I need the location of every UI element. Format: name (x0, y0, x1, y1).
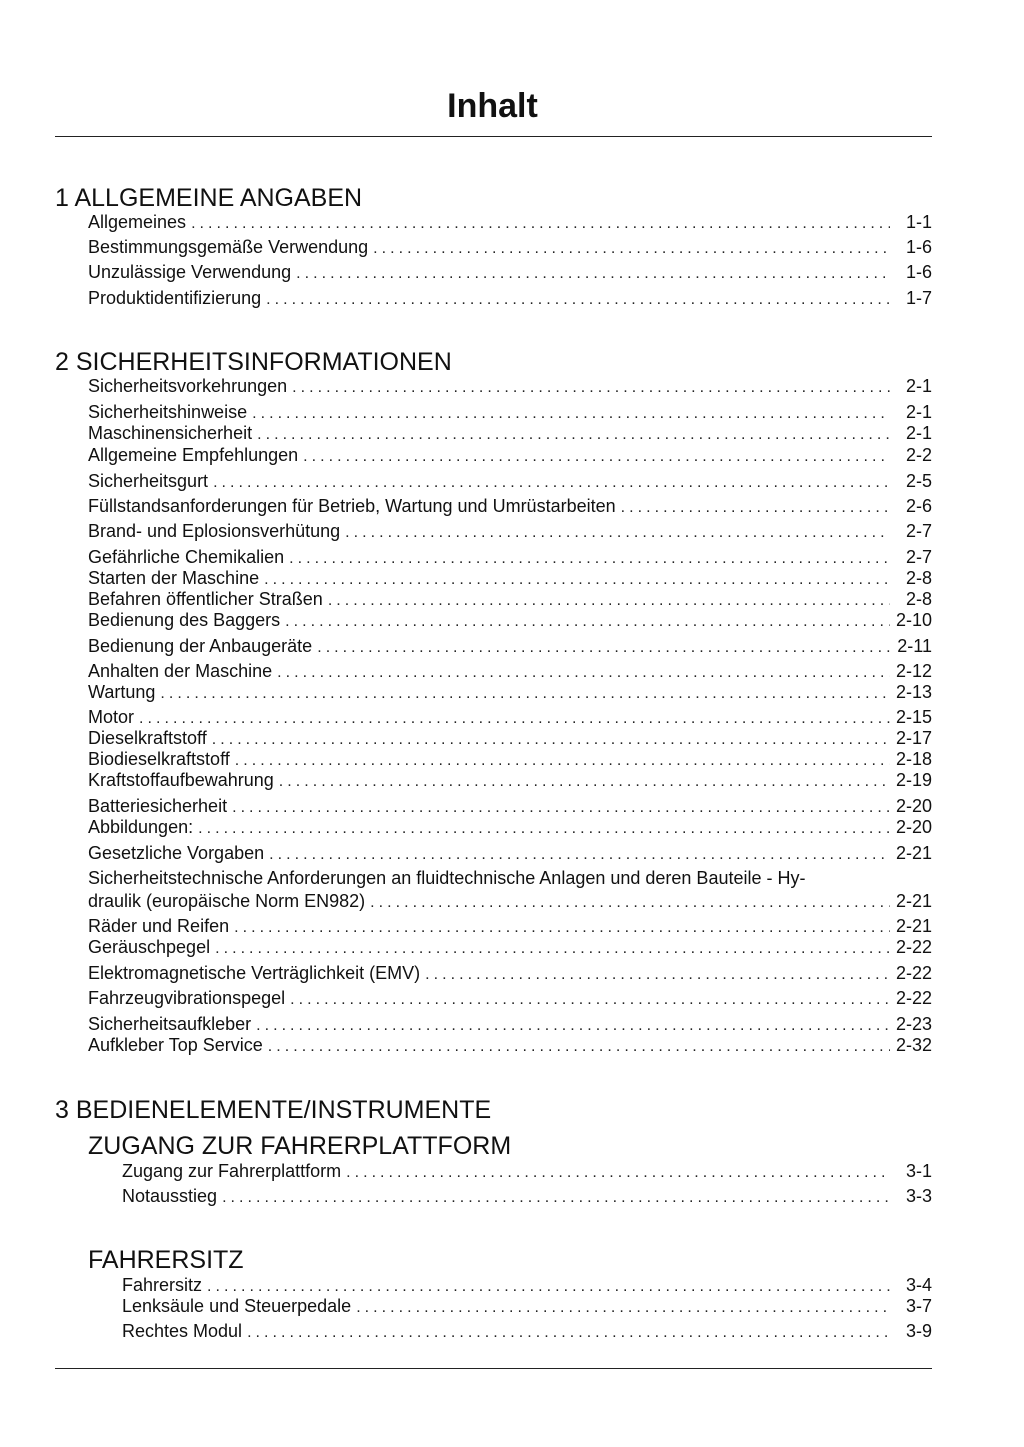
toc-entry-label: Sicherheitshinweise (88, 402, 248, 422)
toc-entry-label-line1[interactable]: Sicherheitstechnische Anforderungen an fluidtechnische Anlagen und deren Bauteile - Hy- (88, 868, 806, 888)
toc-entry-label: Fahrzeugvibrationspegel (88, 988, 286, 1008)
toc-entry-page: 2-2 (905, 445, 932, 465)
toc-entry-label: Biodieselkraftstoff (88, 749, 230, 769)
leader-dots (425, 964, 890, 986)
subsection-heading: ZUGANG ZUR FAHRERPLATTFORM (88, 1132, 512, 1160)
toc-entry[interactable] (88, 375, 932, 399)
toc-entry[interactable] (88, 609, 932, 633)
leader-dots (370, 892, 890, 914)
toc-entry-page: 2-19 (895, 770, 932, 790)
leader-dots (345, 522, 890, 544)
leader-dots (222, 1187, 890, 1209)
leader-dots (303, 446, 890, 468)
toc-entry[interactable] (88, 422, 932, 446)
subsection-heading: FAHRERSITZ (88, 1246, 244, 1274)
toc-entry-label: Starten der Maschine (88, 568, 260, 588)
toc-entry-label: Allgemeines (88, 212, 187, 232)
toc-entry-page: 1-1 (905, 212, 932, 232)
toc-entry-label: Motor (88, 707, 135, 727)
toc-entry-label: Füllstandsanforderungen für Betrieb, Wartung und Umrüstarbeiten (88, 496, 616, 516)
toc-entry[interactable] (122, 1320, 932, 1344)
toc-entry-page: 2-8 (905, 589, 932, 609)
toc-entry-page: 2-1 (905, 376, 932, 396)
page-title: Inhalt (447, 87, 538, 125)
toc-entry-label: Produktidentifizierung (88, 288, 262, 308)
toc-entry-label: Abbildungen: (88, 817, 194, 837)
leader-dots (215, 938, 890, 960)
toc-entry-label: Wartung (88, 682, 156, 702)
toc-entry-label: Geräuschpegel (88, 937, 211, 957)
toc-entry-page: 2-17 (895, 728, 932, 748)
leader-dots (266, 289, 890, 311)
toc-entry[interactable] (88, 1034, 932, 1058)
leader-dots (257, 424, 890, 446)
toc-entry-page: 3-1 (905, 1161, 932, 1181)
toc-entry-page: 1-6 (905, 237, 932, 257)
header-rule (55, 136, 932, 137)
toc-entry-label: Sicherheitsaufkleber (88, 1014, 252, 1034)
toc-entry[interactable] (88, 444, 932, 468)
toc-entry[interactable] (88, 495, 932, 519)
leader-dots (268, 1036, 890, 1058)
toc-entry-label: Dieselkraftstoff (88, 728, 207, 748)
leader-dots (198, 818, 890, 840)
toc-entry-page: 2-21 (895, 843, 932, 863)
toc-entry[interactable] (88, 769, 932, 793)
toc-entry-page: 2-12 (895, 661, 932, 681)
toc-entry-page: 2-21 (895, 891, 932, 911)
toc-entry-label: Sicherheitsvorkehrungen (88, 376, 288, 396)
leader-dots (317, 637, 890, 659)
toc-entry[interactable] (88, 816, 932, 840)
toc-entry-label: Befahren öffentlicher Straßen (88, 589, 323, 609)
toc-entry-page: 2-15 (895, 707, 932, 727)
toc-entry-page: 1-7 (905, 288, 932, 308)
leader-dots (356, 1297, 890, 1319)
toc-entry-page: 3-3 (905, 1186, 932, 1206)
toc-entry-label: Aufkleber Top Service (88, 1035, 263, 1055)
toc-entry-label: Räder und Reifen (88, 916, 230, 936)
toc-entry[interactable] (122, 1160, 932, 1184)
toc-entry-page: 3-7 (905, 1296, 932, 1316)
toc-entry-label: Anhalten der Maschine (88, 661, 273, 681)
section-heading: 3 BEDIENELEMENTE/INSTRUMENTE (55, 1096, 492, 1124)
toc-entry[interactable] (88, 287, 932, 311)
toc-entry-page: 3-4 (905, 1275, 932, 1295)
toc-entry[interactable] (88, 936, 932, 960)
toc-entry-label: Sicherheitsgurt (88, 471, 209, 491)
leader-dots (285, 611, 890, 633)
toc-entry[interactable] (122, 1295, 932, 1319)
toc-entry[interactable] (88, 890, 932, 914)
toc-entry-page: 2-13 (895, 682, 932, 702)
toc-entry-label: Brand- und Eplosionsverhütung (88, 521, 341, 541)
leader-dots (292, 377, 890, 399)
leader-dots (191, 213, 890, 235)
toc-entry[interactable] (88, 520, 932, 544)
section-heading: 1 ALLGEMEINE ANGABEN (55, 184, 363, 212)
toc-entry-label: Elektromagnetische Verträglichkeit (EMV) (88, 963, 421, 983)
toc-entry-label: Unzulässige Verwendung (88, 262, 292, 282)
toc-entry-page: 2-1 (905, 402, 932, 422)
section-heading: 2 SICHERHEITSINFORMATIONEN (55, 348, 452, 376)
toc-entry-page: 2-22 (895, 963, 932, 983)
toc-entry[interactable] (88, 236, 932, 260)
leader-dots (290, 989, 890, 1011)
toc-entry-label: Batteriesicherheit (88, 796, 228, 816)
toc-entry-label: Zugang zur Fahrerplattform (122, 1161, 342, 1181)
leader-dots (213, 472, 890, 494)
toc-entry-page: 2-5 (905, 471, 932, 491)
leader-dots (279, 771, 890, 793)
toc-entry[interactable] (88, 261, 932, 285)
footer-rule (55, 1368, 932, 1369)
toc-entry-page: 2-11 (897, 636, 932, 656)
toc-entry-page: 2-23 (895, 1014, 932, 1034)
toc-entry-label: Allgemeine Empfehlungen (88, 445, 299, 465)
toc-entry-label: Rechtes Modul (122, 1321, 243, 1341)
toc-entry-label: Fahrersitz (122, 1275, 203, 1295)
toc-entry-page: 2-22 (895, 937, 932, 957)
toc-entry-page: 2-22 (895, 988, 932, 1008)
toc-entry-page: 2-21 (895, 916, 932, 936)
toc-entry-label: Kraftstoffaufbewahrung (88, 770, 274, 790)
leader-dots (373, 238, 890, 260)
toc-entry-page: 3-9 (905, 1321, 932, 1341)
toc-entry-page: 2-8 (905, 568, 932, 588)
toc-entry[interactable] (88, 842, 932, 866)
leader-dots (247, 1322, 890, 1344)
toc-entry-page: 2-32 (895, 1035, 932, 1055)
toc-entry[interactable] (88, 211, 932, 235)
toc-entry-page: 2-20 (895, 796, 932, 816)
toc-entry-page: 2-18 (895, 749, 932, 769)
toc-entry-label: Lenksäule und Steuerpedale (122, 1296, 352, 1316)
toc-entry-label: draulik (europäische Norm EN982) (88, 891, 366, 911)
leader-dots (621, 497, 890, 519)
toc-entry-page: 2-20 (895, 817, 932, 837)
toc-entry-label: Gefährliche Chemikalien (88, 547, 285, 567)
toc-entry[interactable] (88, 681, 932, 705)
toc-entry-label: Bedienung des Baggers (88, 610, 281, 630)
toc-entry-label: Gesetzliche Vorgaben (88, 843, 265, 863)
leader-dots (296, 263, 890, 285)
toc-entry[interactable] (122, 1185, 932, 1209)
toc-entry[interactable] (88, 962, 932, 986)
toc-entry-page: 2-10 (895, 610, 932, 630)
leader-dots (346, 1162, 890, 1184)
toc-entry-page: 1-6 (905, 262, 932, 282)
leader-dots (160, 683, 890, 705)
leader-dots (269, 844, 890, 866)
toc-entry-label: Bedienung der Anbaugeräte (88, 636, 313, 656)
toc-entry-page: 2-7 (905, 547, 932, 567)
toc-entry-label: Maschinensicherheit (88, 423, 253, 443)
toc-entry[interactable] (88, 987, 932, 1011)
toc-entry-label: Notausstieg (122, 1186, 218, 1206)
toc-entry-page: 2-6 (905, 496, 932, 516)
toc-entry-page: 2-1 (905, 423, 932, 443)
toc-entry[interactable] (88, 470, 932, 494)
toc-entry[interactable] (88, 635, 932, 659)
toc-entry-page: 2-7 (905, 521, 932, 541)
toc-entry-label: Bestimmungsgemäße Verwendung (88, 237, 369, 257)
